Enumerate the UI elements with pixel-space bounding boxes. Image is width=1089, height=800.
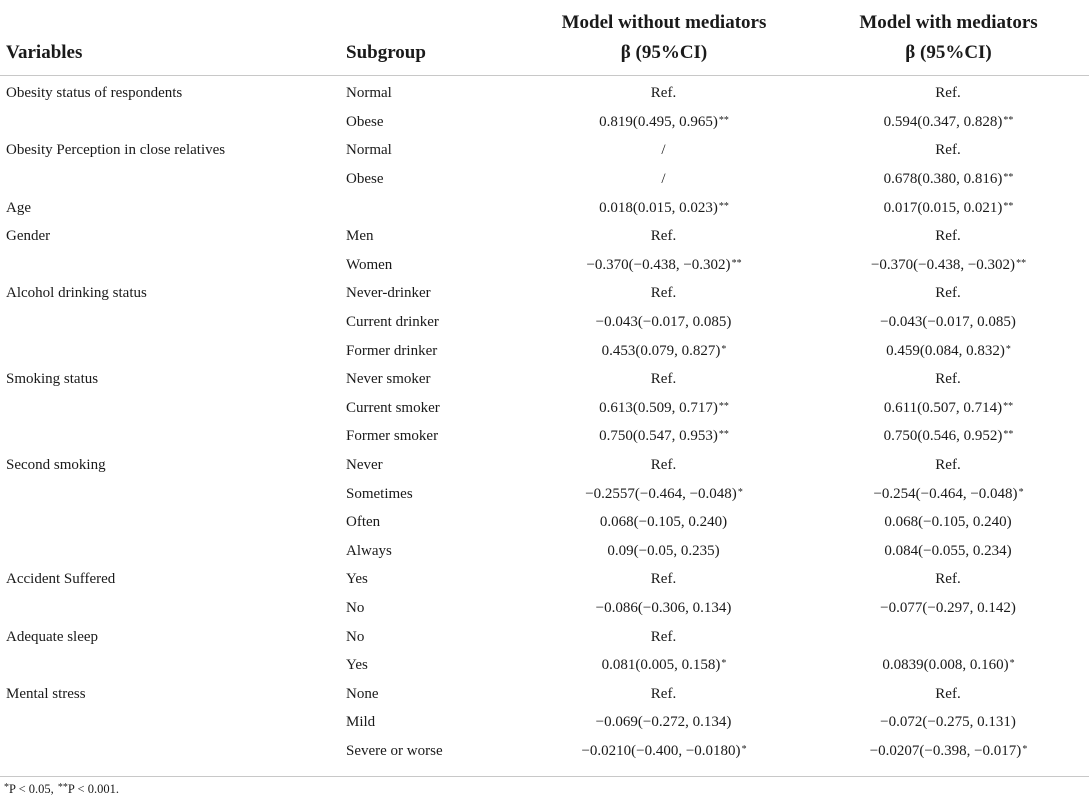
- model2-cell-text: Ref.: [935, 285, 961, 302]
- table-row: [0, 423, 1089, 452]
- significance-marker: *: [741, 743, 747, 755]
- variable-cell: [0, 108, 345, 137]
- header-model2-title: Model with mediators: [859, 11, 1038, 33]
- model2-cell: [808, 537, 1089, 566]
- model1-cell: [520, 423, 808, 452]
- model2-cell: [808, 451, 1089, 480]
- subgroup-cell-text: Yes: [346, 571, 368, 588]
- model2-cell: [808, 308, 1089, 337]
- significance-marker: *: [737, 486, 743, 498]
- variable-cell: [0, 594, 345, 623]
- subgroup-cell-text: Obese: [346, 113, 384, 130]
- subgroup-cell-text: Men: [346, 228, 374, 245]
- model1-cell: [520, 680, 808, 709]
- subgroup-cell: [345, 594, 520, 623]
- model1-cell: [520, 108, 808, 137]
- subgroup-cell-text: Yes: [346, 657, 368, 674]
- model1-cell-text: 0.068(−0.105, 0.240): [599, 514, 728, 531]
- model2-cell: [808, 337, 1089, 366]
- significance-marker: **: [1003, 114, 1014, 126]
- model2-cell-text: −0.254(−0.464, −0.048): [873, 485, 1018, 502]
- model2-cell-text: −0.077(−0.297, 0.142): [880, 599, 1016, 616]
- variable-cell: [0, 623, 345, 652]
- model1-cell: [520, 222, 808, 251]
- table-row: [0, 566, 1089, 595]
- model1-cell: [520, 165, 808, 194]
- table-row: [0, 165, 1089, 194]
- subgroup-cell: [345, 623, 520, 652]
- model2-cell: [808, 280, 1089, 309]
- significance-marker: *: [721, 658, 727, 670]
- model2-cell: [808, 137, 1089, 166]
- subgroup-cell-text: Always: [346, 542, 392, 559]
- variable-cell: [0, 651, 345, 680]
- model1-cell: [520, 737, 808, 766]
- variable-cell: [0, 365, 345, 394]
- table-row: [0, 651, 1089, 680]
- model1-cell: [520, 537, 808, 566]
- model1-cell: [520, 451, 808, 480]
- table-row: [0, 537, 1089, 566]
- model2-cell: [808, 508, 1089, 537]
- variable-cell-text: Adequate sleep: [6, 628, 99, 645]
- variable-cell-text: Accident Suffered: [6, 571, 116, 588]
- subgroup-cell: [345, 651, 520, 680]
- header-model1-subtitle: β (95%CI): [620, 41, 708, 63]
- subgroup-cell-text: Normal: [346, 142, 392, 159]
- model1-cell-text: 0.613(0.509, 0.717): [599, 399, 718, 416]
- subgroup-cell: [345, 308, 520, 337]
- significance-marker: **: [1003, 200, 1014, 212]
- model1-cell-text: −0.2557(−0.464, −0.048): [585, 485, 737, 502]
- variable-cell-text: Obesity status of respondents: [6, 85, 183, 102]
- variable-cell-text: Obesity Perception in close relatives: [6, 142, 226, 159]
- subgroup-cell: [345, 108, 520, 137]
- table-row: [0, 451, 1089, 480]
- subgroup-cell-text: Current drinker: [346, 314, 439, 331]
- model1-cell-text: Ref.: [650, 571, 677, 588]
- variable-cell: [0, 308, 345, 337]
- model2-cell-text: −0.072(−0.275, 0.131): [880, 714, 1016, 731]
- subgroup-cell-text: Former drinker: [346, 342, 438, 359]
- table-row: [0, 508, 1089, 537]
- subgroup-cell: [345, 423, 520, 452]
- table-row: [0, 222, 1089, 251]
- variable-cell-text: Alcohol drinking status: [6, 285, 147, 302]
- table-row: [0, 394, 1089, 423]
- variable-cell: [0, 337, 345, 366]
- subgroup-cell: [345, 280, 520, 309]
- significance-marker: **: [718, 114, 729, 126]
- model2-cell-text: Ref.: [935, 228, 961, 245]
- model2-cell: [808, 623, 1089, 652]
- variable-cell: [0, 137, 345, 166]
- footnote-sig-single: *: [4, 782, 9, 793]
- subgroup-cell-text: Current smoker: [346, 399, 440, 416]
- subgroup-cell-text: Never-drinker: [346, 285, 431, 302]
- model2-cell: [808, 222, 1089, 251]
- model1-cell: [520, 194, 808, 223]
- model2-cell: [808, 680, 1089, 709]
- significance-marker: **: [1003, 400, 1014, 412]
- table-bottom-rule: [0, 776, 1089, 777]
- table-row: [0, 480, 1089, 509]
- subgroup-cell: [345, 537, 520, 566]
- model2-cell-text: 0.594(0.347, 0.828): [883, 113, 1003, 130]
- model2-cell-text: −0.0207(−0.398, −0.017): [869, 742, 1022, 759]
- model1-cell-text: −0.069(−0.272, 0.134): [595, 714, 732, 731]
- model1-cell: [520, 651, 808, 680]
- subgroup-cell: [345, 737, 520, 766]
- significance-marker: *: [1009, 658, 1015, 670]
- model2-cell: [808, 480, 1089, 509]
- model1-cell-text: −0.0210(−0.400, −0.0180): [581, 742, 741, 759]
- model2-cell-text: Ref.: [935, 371, 961, 388]
- table-row: [0, 108, 1089, 137]
- variable-cell: [0, 222, 345, 251]
- model2-cell: [808, 365, 1089, 394]
- significance-marker: **: [1003, 429, 1014, 441]
- model2-cell-text: 0.068(−0.105, 0.240): [884, 514, 1012, 531]
- subgroup-cell-text: Women: [346, 256, 393, 273]
- model1-cell-text: 0.018(0.015, 0.023): [599, 199, 718, 216]
- model2-cell-text: −0.043(−0.017, 0.085): [880, 314, 1016, 331]
- variable-cell-text: Gender: [6, 228, 51, 245]
- significance-marker: *: [1005, 343, 1011, 355]
- subgroup-cell: [345, 394, 520, 423]
- model2-cell-text: Ref.: [935, 142, 961, 159]
- subgroup-cell: [345, 194, 520, 223]
- significance-marker: **: [718, 429, 729, 441]
- table-row: [0, 280, 1089, 309]
- variable-cell: [0, 709, 345, 738]
- model2-cell-text: 0.459(0.084, 0.832): [886, 342, 1005, 359]
- model2-cell: [808, 651, 1089, 680]
- model1-cell-text: Ref.: [650, 85, 677, 102]
- model1-cell-text: /: [661, 171, 666, 188]
- header-model1-title: Model without mediators: [561, 11, 767, 33]
- model2-cell-text: −0.370(−0.438, −0.302): [870, 256, 1016, 273]
- variable-cell: [0, 680, 345, 709]
- model1-cell: [520, 251, 808, 280]
- header-variables: Variables: [0, 0, 345, 75]
- footnote-sig-double: **: [57, 782, 68, 793]
- table-row: [0, 308, 1089, 337]
- subgroup-cell: [345, 75, 520, 108]
- model2-cell: [808, 108, 1089, 137]
- significance-marker: **: [731, 257, 742, 269]
- model1-cell-text: 0.081(0.005, 0.158): [601, 657, 721, 674]
- model1-cell-text: −0.086(−0.306, 0.134): [595, 599, 732, 616]
- model1-cell-text: Ref.: [650, 628, 677, 645]
- model2-cell-text: Ref.: [935, 457, 961, 474]
- model1-cell: [520, 480, 808, 509]
- subgroup-cell: [345, 251, 520, 280]
- model1-cell-text: −0.370(−0.438, −0.302): [586, 256, 731, 273]
- table-row: [0, 137, 1089, 166]
- subgroup-cell: [345, 566, 520, 595]
- model2-cell: [808, 165, 1089, 194]
- significance-marker: *: [721, 343, 727, 355]
- table-row: [0, 623, 1089, 652]
- variable-cell: [0, 75, 345, 108]
- model1-cell-text: 0.453(0.079, 0.827): [601, 342, 721, 359]
- variable-cell: [0, 165, 345, 194]
- table-row: [0, 194, 1089, 223]
- model1-cell-text: Ref.: [650, 371, 677, 388]
- model1-cell-text: /: [661, 142, 666, 159]
- significance-marker: **: [1016, 257, 1027, 269]
- variable-cell: [0, 423, 345, 452]
- model1-cell-text: 0.819(0.495, 0.965): [599, 113, 718, 130]
- model1-cell: [520, 623, 808, 652]
- model1-cell: [520, 566, 808, 595]
- model1-cell: [520, 594, 808, 623]
- table-row: [0, 594, 1089, 623]
- model1-cell: [520, 137, 808, 166]
- significance-marker: **: [718, 200, 729, 212]
- model1-cell: [520, 365, 808, 394]
- subgroup-cell: [345, 508, 520, 537]
- model2-cell: [808, 594, 1089, 623]
- model2-cell-text: 0.017(0.015, 0.021): [883, 199, 1003, 216]
- subgroup-cell-text: No: [346, 599, 365, 616]
- model2-cell: [808, 394, 1089, 423]
- subgroup-cell-text: Never smoker: [346, 371, 431, 388]
- subgroup-cell: [345, 337, 520, 366]
- table-row: [0, 709, 1089, 738]
- subgroup-cell-text: None: [346, 685, 379, 702]
- model2-cell-text: Ref.: [935, 571, 961, 588]
- model2-cell-text: 0.084(−0.055, 0.234): [884, 542, 1012, 559]
- header-subgroup: Subgroup: [345, 0, 520, 75]
- variable-cell-text: Mental stress: [6, 685, 86, 702]
- model2-cell-text: 0.750(0.546, 0.952): [883, 428, 1003, 445]
- variable-cell: [0, 737, 345, 766]
- model2-cell: [808, 566, 1089, 595]
- model2-cell: [808, 251, 1089, 280]
- subgroup-cell-text: Former smoker: [346, 428, 439, 445]
- variable-cell: [0, 251, 345, 280]
- table-body: [0, 75, 1089, 766]
- variable-cell-text: Second smoking: [6, 457, 106, 474]
- model1-cell-text: Ref.: [650, 685, 677, 702]
- model1-cell-text: Ref.: [650, 228, 677, 245]
- model2-cell: [808, 737, 1089, 766]
- subgroup-cell-text: Often: [346, 514, 381, 531]
- subgroup-cell: [345, 709, 520, 738]
- header-model-without-mediators: [520, 0, 808, 75]
- subgroup-cell-text: Mild: [346, 714, 376, 731]
- model1-cell: [520, 308, 808, 337]
- table-footnote: [3, 782, 119, 797]
- header-model-with-mediators: [808, 0, 1089, 75]
- model1-cell: [520, 75, 808, 108]
- variable-cell: [0, 508, 345, 537]
- subgroup-cell-text: Sometimes: [346, 485, 413, 502]
- subgroup-cell-text: Normal: [346, 85, 392, 102]
- table-row: [0, 337, 1089, 366]
- subgroup-cell: [345, 480, 520, 509]
- subgroup-cell: [345, 451, 520, 480]
- variable-cell: [0, 194, 345, 223]
- model1-cell: [520, 337, 808, 366]
- header-model2-subtitle: β (95%CI): [905, 41, 992, 63]
- table-row: [0, 680, 1089, 709]
- subgroup-cell-text: Obese: [346, 171, 384, 188]
- variable-cell: [0, 537, 345, 566]
- model1-cell: [520, 709, 808, 738]
- subgroup-cell-text: Never: [346, 457, 383, 474]
- model2-cell: [808, 75, 1089, 108]
- subgroup-cell: [345, 222, 520, 251]
- significance-marker: *: [1018, 486, 1024, 498]
- model2-cell: [808, 423, 1089, 452]
- header-row: [0, 0, 1089, 75]
- model1-cell-text: 0.09(−0.05, 0.235): [607, 542, 720, 559]
- subgroup-cell: [345, 680, 520, 709]
- model1-cell-text: −0.043(−0.017, 0.085): [595, 314, 732, 331]
- model2-cell-text: Ref.: [935, 685, 961, 702]
- table-row: [0, 251, 1089, 280]
- variable-cell: [0, 480, 345, 509]
- model1-cell: [520, 280, 808, 309]
- table-header: [0, 0, 1089, 75]
- subgroup-cell-text: No: [346, 628, 365, 645]
- significance-marker: **: [718, 400, 729, 412]
- model2-cell-text: Ref.: [935, 85, 961, 102]
- subgroup-cell: [345, 365, 520, 394]
- significance-marker: *: [1022, 743, 1028, 755]
- variable-cell-text: Age: [6, 199, 31, 216]
- model2-cell: [808, 194, 1089, 223]
- model2-cell-text: 0.0839(0.008, 0.160): [882, 657, 1009, 674]
- model1-cell-text: Ref.: [650, 285, 677, 302]
- footnote-text-double: P < 0.001.: [67, 782, 119, 796]
- variable-cell-text: Smoking status: [6, 371, 99, 388]
- variable-cell: [0, 451, 345, 480]
- significance-marker: **: [1003, 172, 1014, 184]
- variable-cell: [0, 280, 345, 309]
- footnote-text-single: P < 0.05,: [9, 782, 57, 796]
- subgroup-cell-text: Severe or worse: [346, 742, 443, 759]
- model2-cell: [808, 709, 1089, 738]
- subgroup-cell: [345, 137, 520, 166]
- subgroup-cell: [345, 165, 520, 194]
- table-row: [0, 365, 1089, 394]
- model2-cell-text: 0.611(0.507, 0.714): [883, 399, 1003, 416]
- table-row: [0, 75, 1089, 108]
- table-row: [0, 737, 1089, 766]
- variable-cell: [0, 394, 345, 423]
- model1-cell: [520, 508, 808, 537]
- model2-cell-text: 0.678(0.380, 0.816): [883, 171, 1003, 188]
- model1-cell-text: Ref.: [650, 457, 677, 474]
- model1-cell-text: 0.750(0.547, 0.953): [599, 428, 718, 445]
- model1-cell: [520, 394, 808, 423]
- variable-cell: [0, 566, 345, 595]
